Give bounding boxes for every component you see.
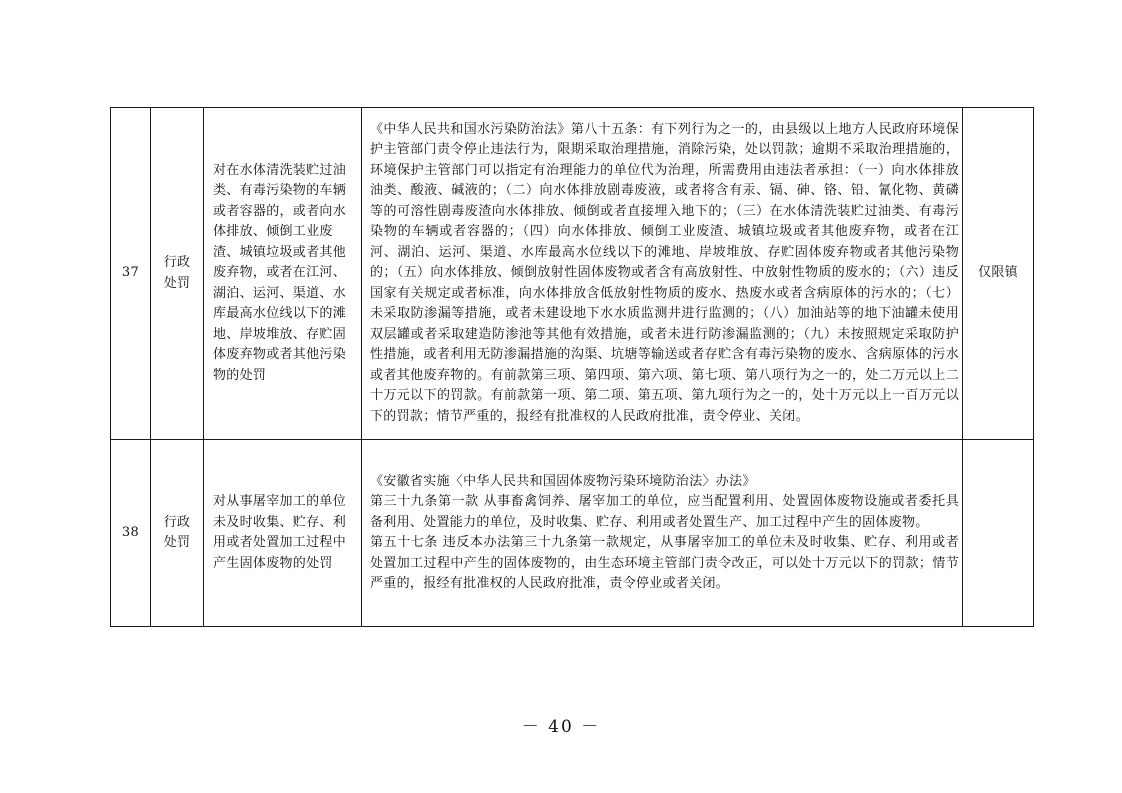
item-name: 对从事屠宰加工的单位未及时收集、贮存、利用或者处置加工过程中产生固体废物的处罚 — [204, 440, 362, 627]
row-number: 37 — [111, 108, 151, 440]
row-number: 38 — [111, 440, 151, 627]
page-number: － 40 － — [521, 717, 601, 737]
legal-basis — [362, 440, 963, 627]
item-name: 对在水体清洗装贮过油类、有毒污染物的车辆或者容器的，或者向水体排放、倾倒工业废渣、城镇垃圾或者其他废弃物，或者在江河、湖泊、运河、渠道、水库最高水位线以下的滩地、岸坡堆放、存贮固体废弃物或者其他污染物的处罚 — [204, 108, 362, 440]
power-type: 行政处罚 — [163, 255, 191, 291]
table-row — [111, 440, 1034, 627]
legal-basis — [362, 108, 963, 440]
scope-note: 仅限镇 — [963, 108, 1034, 440]
legal-basis-paragraph: 《中华人民共和国水污染防治法》第八十五条：有下列行为之一的，由县级以上地方人民政府环境保护主管部门责令停止违法行为，限期采取治理措施，消除污染，处以罚款；逾期不采取治理措施的，环境保护主管部门可以指定有治理能力的单位代为治理，所需费用由违法者承担：（一）向水体排放油类、酸液、碱液的；（二）向水体排放剧毒废液，或者将含有汞、镉、砷、铬、铅、氰化物、黄磷等的可溶性剧毒废渣向水体排放、倾倒或者直接埋入地下的；（三）在水体清洗装贮过油类、有毒污染物的车辆或者容器的；（四）向水体排放、倾倒工业废渣、城镇垃圾或者其他废弃物，或者在江河、湖泊、运河、渠道、水库最高水位线以下的滩地、岸坡堆放、存贮固体废弃物或者其他污染物的；（五）向水体排放、倾倒放射性固体废物或者含有高放射性、中放射性物质的废水的；（六）违反国家有关规定或者标准，向水体排放含低放射性物质的废水、热废水或者含病原体的污水的；（七）未采取防渗漏等措施，或者未建设地下水水质监测井进行监测的；（八）加油站等的地下油罐未使用双层罐或者采取建造防渗池等其他有效措施，或者未进行防渗漏监测的；（九）未按照规定采取防护性措施，或者利用无防渗漏措施的沟渠、坑塘等输送或者存贮含有毒污染物的废水、含病原体的污水或者其他废弃物的。有前款第三项、第四项、第六项、第七项、第八项行为之一的，处二万元以上二十万元以下的罚款。有前款第一项、第二项、第五项、第九项行为之一的，处十万元以上一百万元以下的罚款；情节严重的，报经有批准权的人民政府批准，责令停业、关闭。 — [370, 121, 959, 424]
legal-basis-paragraph: 第三十九条第一款 从事畜禽饲养、屠宰加工的单位，应当配置利用、处置固体废物设施或者委托具备利用、处置能力的单位，及时收集、贮存、利用或者处置生产、加工过程中产生的固体废物。 — [370, 494, 959, 530]
responsibility-table — [110, 107, 1034, 627]
power-type-cell — [151, 440, 204, 627]
power-type-cell — [151, 108, 204, 440]
power-type: 行政处罚 — [163, 514, 191, 550]
table-row — [111, 108, 1034, 440]
legal-basis-paragraph: 第五十七条 违反本办法第三十九条第一款规定，从事屠宰加工的单位未及时收集、贮存、利用或者处置加工过程中产生的固体废物的，由生态环境主管部门责令改正，可以处十万元以下的罚款；情节严重的，报经有批准权的人民政府批准，责令停业或者关闭。 — [370, 535, 959, 591]
legal-basis-title: 《安徽省实施〈中华人民共和国固体废物污染环境防治法〉办法》 — [370, 473, 756, 489]
scope-note — [963, 440, 1034, 627]
